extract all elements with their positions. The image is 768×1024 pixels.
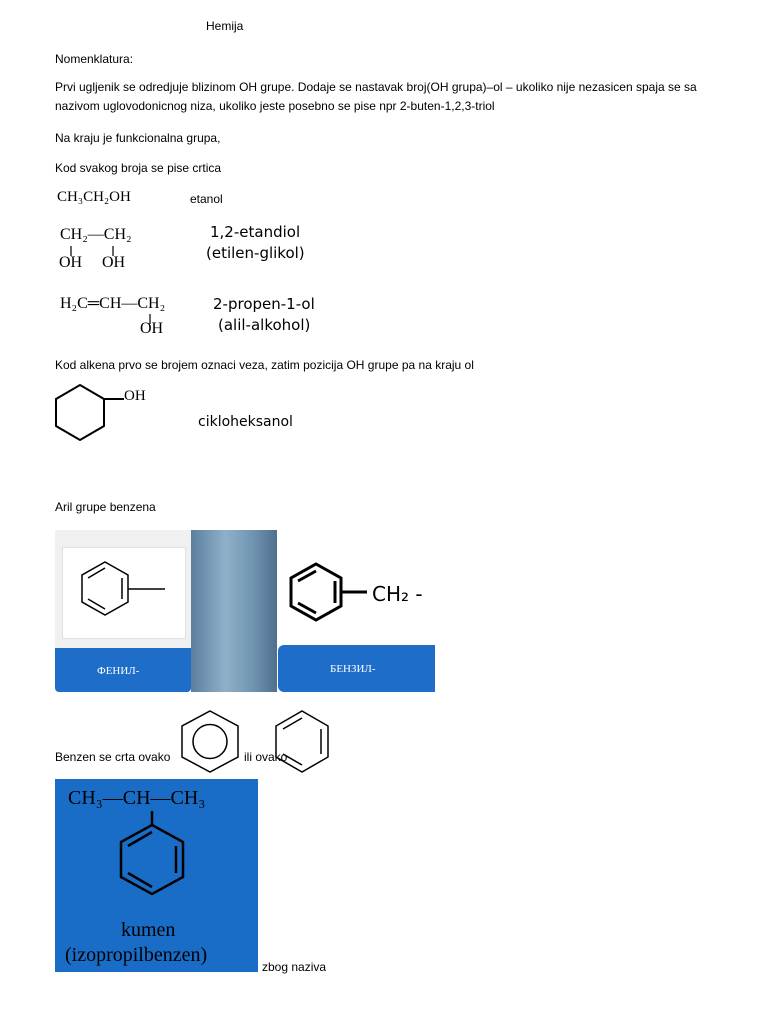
ethanediol-alt-name: (etilen-glikol) — [206, 244, 305, 262]
cyclohexanol-oh: OH — [124, 388, 146, 404]
ethanediol-oh-right: OH — [102, 254, 126, 271]
alkene-rule-line: Kod alkena prvo se brojem oznaci veza, zatim pozicija OH grupe pa na kraju ol — [55, 358, 474, 372]
cumene-name: kumen — [121, 919, 176, 941]
phenyl-label: ФЕНИЛ- — [97, 665, 140, 677]
propenol-name: 2-propen-1-ol — [213, 295, 315, 313]
cumene-alt-name: (izopropilbenzen) — [65, 944, 208, 966]
cyclohexanol-name: cikloheksanol — [198, 414, 293, 430]
benzene-text-1: Benzen se crta ovako — [55, 750, 171, 764]
page-title: Hemija — [206, 19, 244, 33]
nomenklatura-heading: Nomenklatura: — [55, 52, 134, 66]
ethanediol-oh-left: OH — [59, 254, 83, 271]
paragraph-oh-rule: Prvi ugljenik se odredjuje blizinom OH grupe. Dodaje se nastavak broj(OH grupa)–ol – ukoliko nije nezasicen spaja se sa nazivom uglovodonicnog niza, ukoliko jeste posebno se pise npr 2-buten-1,2,3-triol — [55, 80, 697, 113]
propenol-chain: H₂C═CH—CH₂ — [60, 295, 166, 312]
ethanediol-name: 1,2-etandiol — [210, 223, 301, 241]
cumene-caption: zbog naziva — [262, 960, 327, 974]
ethanol-name: etanol — [190, 192, 223, 206]
propenol-oh: OH — [140, 320, 164, 337]
cumene-chain: CH₃—CH—CH₃ — [68, 787, 206, 809]
benzyl-label: БЕНЗИЛ- — [330, 663, 376, 675]
ethanol-formula: CH₃CH₂OH — [57, 189, 131, 205]
ethanediol-chain: CH₂—CH₂ — [60, 226, 132, 243]
propenol-alt-name: (alil-alkohol) — [218, 316, 311, 334]
cumene-image — [55, 779, 258, 972]
functional-group-line: Na kraju je funkcionalna grupa, — [55, 131, 221, 145]
benzene-text-2: ili ovako — [244, 750, 288, 764]
aryl-heading: Aril grupe benzena — [55, 500, 156, 514]
dash-rule-line: Kod svakog broja se pise crtica — [55, 161, 222, 175]
benzyl-group: CH₂ - — [372, 582, 423, 606]
